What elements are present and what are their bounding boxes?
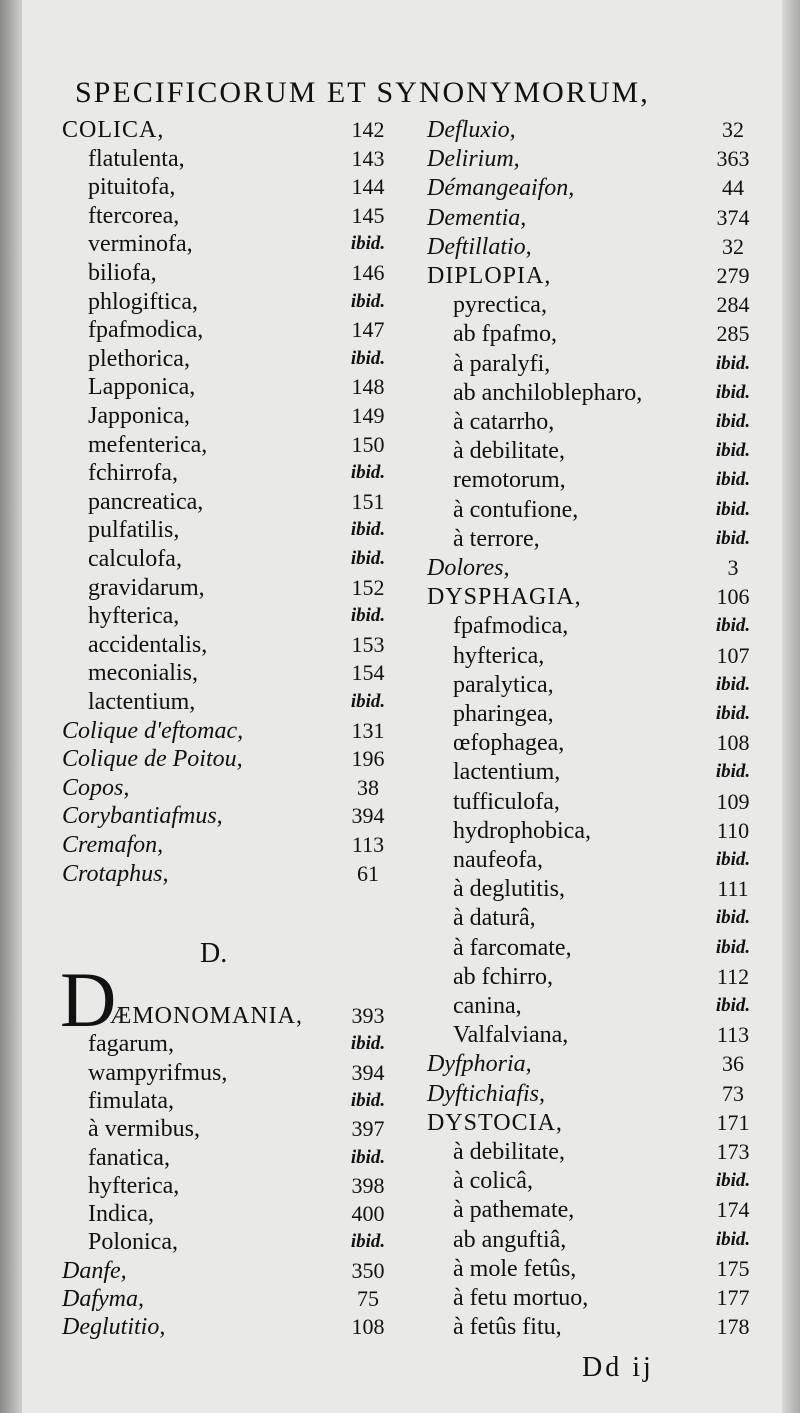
index-entry: à terrore, bbox=[453, 525, 540, 552]
page-number: 3 bbox=[727, 555, 739, 580]
page-right-edge bbox=[782, 0, 800, 1413]
index-entry: Lapponica, bbox=[88, 374, 196, 401]
page-number: 149 bbox=[351, 403, 385, 428]
index-entry: pyrectica, bbox=[453, 292, 547, 319]
page-number: 75 bbox=[357, 1286, 379, 1311]
page-number: 196 bbox=[351, 746, 385, 772]
page-number: 145 bbox=[351, 202, 385, 228]
index-entry: plethorica, bbox=[88, 345, 190, 372]
index-entry: Delirium, bbox=[427, 146, 520, 173]
index-entry: gravidarum, bbox=[88, 574, 205, 601]
index-entry: Defluxio, bbox=[427, 117, 516, 143]
page-number: 285 bbox=[716, 321, 750, 347]
page-number: 61 bbox=[357, 860, 379, 886]
index-entry: verminofa, bbox=[88, 231, 193, 258]
index-entry: Japponica, bbox=[88, 403, 190, 429]
index-entry: à fetu mortuo, bbox=[453, 1285, 589, 1311]
page-number: ibid. bbox=[350, 462, 386, 484]
index-entry: à deglutitis, bbox=[453, 876, 565, 903]
index-entry: à daturâ, bbox=[453, 905, 536, 932]
index-entry: ÆMONOMANIA, bbox=[110, 1003, 304, 1029]
page-number: 350 bbox=[351, 1257, 385, 1283]
index-entry: DIPLOPIA, bbox=[427, 263, 552, 289]
index-entry: Deglutitio, bbox=[62, 1314, 166, 1341]
page-number: 113 bbox=[351, 832, 385, 857]
index-entry: ab anguftiâ, bbox=[453, 1226, 567, 1253]
index-entry: Démangeaifon, bbox=[427, 175, 575, 202]
index-entry: Indica, bbox=[88, 1201, 154, 1228]
index-entry: hyfterica, bbox=[88, 603, 180, 630]
page-number: 175 bbox=[716, 1255, 750, 1281]
page-number: ibid. bbox=[715, 849, 751, 870]
index-entry: à debilitate, bbox=[453, 1139, 565, 1165]
page-number: ibid. bbox=[715, 1170, 751, 1192]
page-number: ibid. bbox=[350, 1089, 386, 1111]
index-entry: flatulenta, bbox=[88, 145, 185, 172]
index-entry: Dolores, bbox=[427, 555, 510, 581]
page-number: ibid. bbox=[350, 1146, 386, 1168]
page-number: ibid. bbox=[715, 411, 751, 432]
index-entry: à pathemate, bbox=[453, 1197, 575, 1224]
page-number: ibid. bbox=[350, 519, 386, 541]
page-number: ibid. bbox=[350, 691, 386, 712]
big-initial: D bbox=[60, 956, 117, 1043]
page-number: 279 bbox=[716, 263, 750, 288]
page-number: 109 bbox=[716, 788, 750, 814]
page-number: ibid. bbox=[350, 548, 386, 569]
page-number: 110 bbox=[716, 817, 750, 843]
index-entry: à mole fetûs, bbox=[453, 1255, 577, 1282]
page-number: 36 bbox=[722, 1051, 744, 1077]
page-number: 363 bbox=[716, 146, 750, 172]
page-number: ibid. bbox=[350, 290, 386, 312]
page-number: 374 bbox=[716, 204, 750, 230]
index-entry: lactentium, bbox=[88, 689, 196, 715]
index-entry: à farcomate, bbox=[453, 934, 572, 961]
page-number: 150 bbox=[351, 431, 385, 457]
page-number: 178 bbox=[716, 1314, 750, 1340]
index-entry: naufeofa, bbox=[453, 847, 543, 873]
page-number: ibid. bbox=[715, 352, 751, 374]
page-number: 151 bbox=[351, 488, 385, 514]
page-number: ibid. bbox=[715, 761, 751, 783]
index-entry: fchirrofa, bbox=[88, 460, 178, 487]
page-number: ibid. bbox=[715, 440, 751, 462]
index-entry: à paralyfi, bbox=[453, 350, 551, 377]
index-entry: fpafmodica, bbox=[453, 613, 569, 640]
page-number: 38 bbox=[357, 774, 379, 800]
page-number: 108 bbox=[351, 1314, 385, 1340]
index-entry: DYSTOCIA, bbox=[427, 1109, 563, 1136]
index-entry: Valfalviana, bbox=[453, 1022, 569, 1049]
index-entry: Colique d'eftomac, bbox=[62, 717, 244, 744]
index-entry: hydrophobica, bbox=[453, 817, 591, 844]
index-entry: œfophagea, bbox=[453, 730, 565, 757]
page-number: ibid. bbox=[715, 469, 751, 491]
page-number: 108 bbox=[716, 730, 750, 756]
index-entry: ab fchirro, bbox=[453, 963, 553, 990]
page-number: 111 bbox=[717, 876, 749, 902]
index-entry: calculofa, bbox=[88, 546, 182, 572]
page-number: 107 bbox=[716, 642, 750, 668]
index-entry: mefenterica, bbox=[88, 431, 208, 458]
page-number: ibid. bbox=[715, 381, 751, 403]
running-header: SPECIFICORUM ET SYNONYMORUM, bbox=[75, 76, 650, 109]
page-number: 32 bbox=[722, 117, 744, 142]
index-entry: Cremafon, bbox=[62, 832, 164, 858]
page-number: ibid. bbox=[715, 703, 751, 724]
page-number: ibid. bbox=[350, 1231, 386, 1253]
page-number: ibid. bbox=[715, 498, 751, 520]
page-number: 284 bbox=[716, 292, 750, 318]
index-entry: à colicâ, bbox=[453, 1168, 533, 1195]
index-entry: canina, bbox=[453, 993, 522, 1019]
index-entry: pancreatica, bbox=[88, 488, 204, 515]
index-entry: accidentalis, bbox=[88, 631, 208, 658]
index-entry: Colique de Poitou, bbox=[62, 746, 243, 773]
index-entry: lactentium, bbox=[453, 759, 561, 786]
page-number: 44 bbox=[722, 175, 744, 201]
page-number: 394 bbox=[351, 803, 385, 829]
page-number: 143 bbox=[351, 145, 385, 171]
page-number: 154 bbox=[351, 660, 385, 686]
index-entry: Dyfphoria, bbox=[427, 1051, 532, 1078]
page-number: 174 bbox=[716, 1197, 750, 1223]
page-number: 73 bbox=[722, 1080, 744, 1106]
index-entry: COLICA, bbox=[62, 117, 165, 143]
page-number: 131 bbox=[351, 717, 385, 743]
index-entry: Corybantiafmus, bbox=[62, 803, 223, 830]
page-number: 147 bbox=[351, 317, 385, 343]
index-entry: à catarrho, bbox=[453, 409, 555, 435]
page-number: 393 bbox=[351, 1003, 385, 1028]
index-entry: Dyftichiafis, bbox=[427, 1080, 545, 1107]
index-entry: ab anchiloblepharo, bbox=[453, 379, 643, 406]
page-number: 173 bbox=[716, 1139, 750, 1164]
index-entry: à vermibus, bbox=[88, 1116, 200, 1143]
index-entry: paralytica, bbox=[453, 671, 554, 698]
index-entry: Dafyma, bbox=[62, 1286, 144, 1312]
index-entry: ab fpafmo, bbox=[453, 321, 557, 348]
index-entry: pulfatilis, bbox=[88, 517, 180, 544]
page-left-edge bbox=[0, 0, 22, 1413]
page-number: ibid. bbox=[350, 605, 386, 627]
index-entry: Crotaphus, bbox=[62, 860, 169, 887]
index-entry: fpafmodica, bbox=[88, 317, 204, 344]
page-number: 177 bbox=[716, 1285, 750, 1310]
page-number: 112 bbox=[716, 963, 750, 989]
page-number: 394 bbox=[351, 1059, 385, 1085]
page-number: ibid. bbox=[715, 673, 751, 695]
index-entry: phlogiftica, bbox=[88, 288, 198, 315]
signature-mark: Dd ij bbox=[582, 1352, 654, 1383]
page-number: 113 bbox=[716, 1022, 750, 1048]
page-number: 144 bbox=[351, 174, 385, 200]
index-entry: pharingea, bbox=[453, 701, 554, 727]
index-entry: Dementia, bbox=[427, 204, 527, 231]
page-number: ibid. bbox=[715, 527, 751, 549]
page-number: 400 bbox=[351, 1201, 385, 1227]
index-entry: ftercorea, bbox=[88, 202, 180, 229]
index-entry: à fetûs fitu, bbox=[453, 1314, 562, 1341]
index-entry: hyfterica, bbox=[88, 1172, 180, 1199]
page-number: ibid. bbox=[715, 936, 751, 958]
page-number: ibid. bbox=[715, 995, 751, 1016]
page-number: ibid. bbox=[715, 1228, 751, 1250]
index-entry: fagarum, bbox=[88, 1031, 174, 1058]
index-entry: Copos, bbox=[62, 774, 130, 801]
page-number: ibid. bbox=[350, 233, 386, 255]
page-number: 153 bbox=[351, 631, 385, 657]
page-number: 397 bbox=[351, 1116, 385, 1142]
page-number: 106 bbox=[716, 584, 750, 610]
index-entry: à debilitate, bbox=[453, 438, 565, 465]
index-entry: fanatica, bbox=[88, 1144, 170, 1171]
page-number: 148 bbox=[351, 374, 385, 400]
index-entry: remotorum, bbox=[453, 467, 566, 494]
index-entry: DYSPHAGIA, bbox=[427, 584, 582, 611]
page-number: ibid. bbox=[350, 347, 386, 369]
page-number: ibid. bbox=[350, 1033, 386, 1055]
index-entry: Danfe, bbox=[62, 1257, 127, 1284]
page-number: ibid. bbox=[715, 907, 751, 929]
index-entry: wampyrifmus, bbox=[88, 1059, 228, 1086]
index-entry: Polonica, bbox=[88, 1229, 178, 1256]
page-number: 142 bbox=[351, 117, 385, 142]
index-entry: Deftillatio, bbox=[427, 233, 532, 260]
index-entry: fimulata, bbox=[88, 1087, 174, 1114]
index-entry: à contufione, bbox=[453, 496, 579, 523]
page-number: 152 bbox=[351, 574, 385, 600]
page-number: 146 bbox=[351, 260, 385, 285]
page-number: 171 bbox=[716, 1109, 750, 1135]
page-number: ibid. bbox=[715, 615, 751, 637]
index-entry: biliofa, bbox=[88, 260, 157, 286]
section-letter: D. bbox=[200, 938, 228, 969]
page-number: 32 bbox=[722, 233, 744, 259]
page-number: 398 bbox=[351, 1172, 385, 1198]
index-entry: meconialis, bbox=[88, 660, 198, 687]
index-entry: tufficulofa, bbox=[453, 788, 560, 815]
index-entry: pituitofa, bbox=[88, 174, 176, 201]
index-entry: hyfterica, bbox=[453, 642, 545, 669]
